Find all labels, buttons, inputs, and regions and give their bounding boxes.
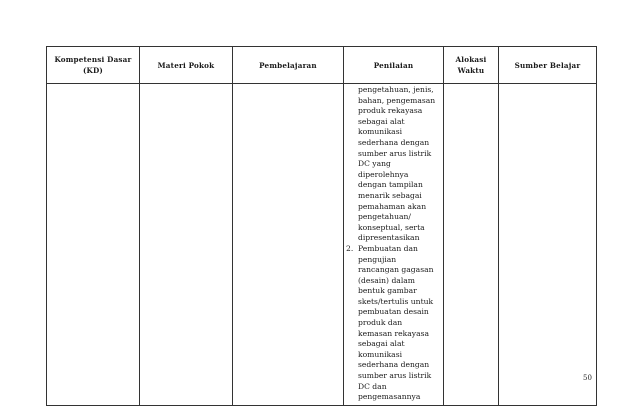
item-2-line: kemasan rekayasa <box>358 328 430 338</box>
item-2-line: DC dan <box>358 381 387 391</box>
item-2-remaining-lines <box>346 255 441 403</box>
cell-pembelajaran <box>233 84 344 406</box>
item-2-line: sederhana dengan <box>358 360 430 370</box>
header-kd-line2: (KD) <box>82 66 104 75</box>
penilaian-line: bahan, pengemasan <box>358 95 436 105</box>
penilaian-line: diperolehnya <box>358 169 409 179</box>
penilaian-line: komunikasi <box>358 127 403 137</box>
penilaian-line: pengetahuan, jenis, <box>358 85 434 94</box>
penilaian-line: sumber arus listrik <box>358 148 432 158</box>
header-kd-line1: Kompetensi Dasar <box>54 55 132 64</box>
header-kompetensi-dasar <box>47 47 140 84</box>
penilaian-line: konseptual, serta <box>358 222 425 232</box>
penilaian-continued-lines <box>346 85 441 244</box>
item-2-line: skets/tertulis untuk <box>358 296 434 306</box>
item-2-line: pembuatan desain <box>358 307 429 317</box>
penilaian-line: DC yang <box>358 159 391 169</box>
header-sumber-belajar: Sumber Belajar <box>499 47 597 84</box>
table-header-row <box>47 47 597 84</box>
penilaian-line: produk rekayasa <box>358 106 423 116</box>
cell-materi-pokok <box>140 84 233 406</box>
cell-alokasi-waktu <box>444 84 499 406</box>
item-2-line: bentuk gambar <box>358 286 417 296</box>
header-penilaian: Penilaian <box>344 47 444 84</box>
cell-kompetensi-dasar <box>47 84 140 406</box>
item-2-line: pengemasannya <box>358 392 421 402</box>
header-alokasi-waktu <box>444 47 499 84</box>
cell-penilaian <box>344 84 444 406</box>
penilaian-line: sederhana dengan <box>358 137 430 147</box>
item-2-line: pengujian <box>358 254 397 264</box>
penilaian-line: dengan tampilan <box>358 180 423 190</box>
item-2-line: produk dan <box>358 318 403 328</box>
item-2-line: sebagai alat <box>358 339 405 349</box>
penilaian-line: sebagai alat <box>358 116 405 126</box>
penilaian-item-2 <box>346 244 441 403</box>
penilaian-line: pemahaman akan <box>358 201 427 211</box>
item-2-line: rancangan gagasan <box>358 265 434 275</box>
item-2-line: komunikasi <box>358 349 403 359</box>
header-alokasi-line2: Waktu <box>457 66 485 75</box>
table-row <box>47 84 597 406</box>
item-2-number: 2. <box>346 243 354 253</box>
item-2-first-text: Pembuatan dan <box>358 243 418 253</box>
penilaian-text <box>344 84 443 403</box>
penilaian-line: dipresentasikan <box>358 233 420 243</box>
page-number: 50 <box>583 374 592 382</box>
item-2-first-line <box>346 244 441 255</box>
penilaian-line: menarik sebagai <box>358 190 422 200</box>
header-materi-pokok: Materi Pokok <box>140 47 233 84</box>
cell-sumber-belajar <box>499 84 597 406</box>
header-alokasi-line1: Alokasi <box>455 55 487 64</box>
penilaian-line: pengetahuan/ <box>358 212 411 222</box>
item-2-line: (desain) dalam <box>358 275 415 285</box>
header-pembelajaran: Pembelajaran <box>233 47 344 84</box>
syllabus-table <box>46 46 597 406</box>
item-2-line: sumber arus listrik <box>358 371 432 381</box>
